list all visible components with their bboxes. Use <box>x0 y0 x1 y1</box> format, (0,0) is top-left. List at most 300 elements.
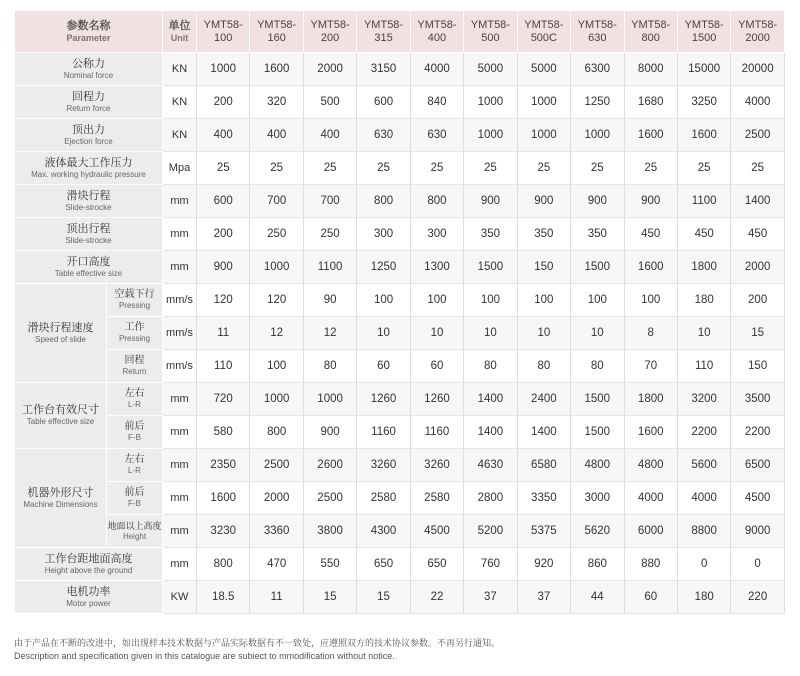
value-cell: 5200 <box>464 515 517 548</box>
value-cell: 8 <box>624 317 677 350</box>
value-cell: 100 <box>624 284 677 317</box>
value-cell: 350 <box>464 218 517 251</box>
value-cell: 11 <box>197 317 250 350</box>
table-row <box>15 383 785 416</box>
header-row <box>15 11 785 53</box>
unit-cell: mm/s <box>163 317 197 350</box>
value-cell: 25 <box>677 152 730 185</box>
model-header: YMT58- 500C <box>517 11 570 53</box>
value-cell: 10 <box>571 317 624 350</box>
parameter-name-cn: 回程力 <box>72 90 105 103</box>
value-cell: 2000 <box>303 53 356 86</box>
parameter-name-cell <box>15 284 107 383</box>
table-row <box>15 185 785 218</box>
value-cell: 900 <box>517 185 570 218</box>
unit-cell: mm <box>163 218 197 251</box>
value-cell: 400 <box>197 119 250 152</box>
parameter-header <box>15 11 163 53</box>
value-cell: 2000 <box>731 251 785 284</box>
value-cell: 1400 <box>464 416 517 449</box>
value-cell: 900 <box>303 416 356 449</box>
value-cell: 1680 <box>624 86 677 119</box>
value-cell: 550 <box>303 548 356 581</box>
unit-cell: mm <box>163 416 197 449</box>
value-cell: 90 <box>303 284 356 317</box>
sub-parameter-cn: 左右 <box>124 388 145 399</box>
sub-parameter-cn: 空载下行 <box>114 289 155 300</box>
value-cell: 450 <box>731 218 785 251</box>
value-cell: 1250 <box>357 251 410 284</box>
value-cell: 1500 <box>571 251 624 284</box>
value-cell: 1260 <box>410 383 463 416</box>
value-cell: 720 <box>197 383 250 416</box>
value-cell: 70 <box>624 350 677 383</box>
sub-parameter-cn: 前后 <box>124 487 145 498</box>
model-header: YMT58- 1500 <box>677 11 730 53</box>
value-cell: 1800 <box>624 383 677 416</box>
value-cell: 60 <box>357 350 410 383</box>
parameter-header-en: Parameter <box>66 32 111 43</box>
value-cell: 450 <box>624 218 677 251</box>
value-cell: 860 <box>571 548 624 581</box>
value-cell: 220 <box>731 581 785 614</box>
value-cell: 1000 <box>250 251 303 284</box>
value-cell: 200 <box>197 86 250 119</box>
value-cell: 180 <box>677 284 730 317</box>
sub-parameter-cell <box>107 416 163 449</box>
value-cell: 3350 <box>517 482 570 515</box>
table-row <box>15 548 785 581</box>
value-cell: 25 <box>410 152 463 185</box>
value-cell: 150 <box>517 251 570 284</box>
parameter-name-en: Slide-strocke <box>65 202 112 212</box>
value-cell: 8000 <box>624 53 677 86</box>
sub-parameter-en: Return <box>122 367 147 376</box>
value-cell: 0 <box>731 548 785 581</box>
value-cell: 3250 <box>677 86 730 119</box>
table-row <box>15 581 785 614</box>
sub-parameter-cn: 地面以上高度 <box>107 520 162 531</box>
value-cell: 580 <box>197 416 250 449</box>
unit-cell: Mpa <box>163 152 197 185</box>
value-cell: 80 <box>517 350 570 383</box>
unit-header-en: Unit <box>170 32 189 43</box>
table-row <box>15 416 785 449</box>
value-cell: 1100 <box>303 251 356 284</box>
value-cell: 3200 <box>677 383 730 416</box>
unit-cell: mm <box>163 548 197 581</box>
value-cell: 1600 <box>624 119 677 152</box>
value-cell: 120 <box>197 284 250 317</box>
unit-cell: mm <box>163 185 197 218</box>
sub-parameter-cell <box>107 350 163 383</box>
value-cell: 1000 <box>303 383 356 416</box>
value-cell: 1000 <box>250 383 303 416</box>
value-cell: 4000 <box>624 482 677 515</box>
parameter-name-cn: 公称力 <box>72 57 105 70</box>
value-cell: 22 <box>410 581 463 614</box>
value-cell: 150 <box>731 350 785 383</box>
value-cell: 1500 <box>571 383 624 416</box>
value-cell: 25 <box>197 152 250 185</box>
parameter-name-en: Max. working hydraulic pressure <box>31 169 146 179</box>
sub-parameter-en: Pressing <box>118 301 151 310</box>
value-cell: 10 <box>517 317 570 350</box>
value-cell: 10 <box>464 317 517 350</box>
value-cell: 1400 <box>731 185 785 218</box>
unit-cell: mm <box>163 515 197 548</box>
table-row <box>15 317 785 350</box>
value-cell: 760 <box>464 548 517 581</box>
value-cell: 100 <box>357 284 410 317</box>
model-header: YMT58- 200 <box>303 11 356 53</box>
model-header: YMT58- 500 <box>464 11 517 53</box>
parameter-name-cn: 顶出力 <box>72 123 105 136</box>
table-row <box>15 482 785 515</box>
value-cell: 880 <box>624 548 677 581</box>
table-row <box>15 119 785 152</box>
value-cell: 9000 <box>731 515 785 548</box>
unit-cell: KN <box>163 86 197 119</box>
value-cell: 20000 <box>731 53 785 86</box>
value-cell: 5600 <box>677 449 730 482</box>
value-cell: 25 <box>731 152 785 185</box>
value-cell: 1600 <box>250 53 303 86</box>
value-cell: 44 <box>571 581 624 614</box>
value-cell: 4300 <box>357 515 410 548</box>
unit-cell: mm <box>163 383 197 416</box>
value-cell: 5000 <box>464 53 517 86</box>
value-cell: 400 <box>303 119 356 152</box>
table-row <box>15 152 785 185</box>
value-cell: 100 <box>250 350 303 383</box>
table-row <box>15 218 785 251</box>
value-cell: 1300 <box>410 251 463 284</box>
value-cell: 2400 <box>517 383 570 416</box>
value-cell: 2580 <box>357 482 410 515</box>
parameter-name-cell <box>15 152 163 185</box>
value-cell: 18.5 <box>197 581 250 614</box>
unit-cell: KN <box>163 53 197 86</box>
sub-parameter-en: L-R <box>128 466 141 475</box>
value-cell: 700 <box>250 185 303 218</box>
value-cell: 25 <box>464 152 517 185</box>
value-cell: 37 <box>517 581 570 614</box>
parameter-name-cn: 工作台有效尺寸 <box>22 404 99 416</box>
model-header: YMT58- 160 <box>250 11 303 53</box>
value-cell: 3000 <box>571 482 624 515</box>
parameter-name-en: Return force <box>66 103 111 113</box>
table-row <box>15 350 785 383</box>
sub-parameter-en: F-B <box>128 499 141 508</box>
value-cell: 1260 <box>357 383 410 416</box>
value-cell: 60 <box>410 350 463 383</box>
value-cell: 1400 <box>517 416 570 449</box>
value-cell: 800 <box>197 548 250 581</box>
sub-parameter-cell <box>107 449 163 482</box>
value-cell: 600 <box>197 185 250 218</box>
value-cell: 2800 <box>464 482 517 515</box>
footnote-cn: 由于产品在不断的改进中，如出现样本技术数据与产品实际数据有不一致处，应遵照双方的技术协议参数。不再另行通知。 <box>14 638 501 648</box>
spec-table-body <box>15 53 785 614</box>
value-cell: 1500 <box>571 416 624 449</box>
model-header: YMT58- 400 <box>410 11 463 53</box>
value-cell: 80 <box>571 350 624 383</box>
value-cell: 4500 <box>731 482 785 515</box>
value-cell: 250 <box>303 218 356 251</box>
value-cell: 1000 <box>517 119 570 152</box>
value-cell: 4630 <box>464 449 517 482</box>
sub-parameter-en: F-B <box>128 433 141 442</box>
value-cell: 180 <box>677 581 730 614</box>
value-cell: 25 <box>571 152 624 185</box>
value-cell: 2500 <box>731 119 785 152</box>
value-cell: 5000 <box>517 53 570 86</box>
value-cell: 100 <box>571 284 624 317</box>
spec-table <box>14 10 785 614</box>
value-cell: 15000 <box>677 53 730 86</box>
value-cell: 80 <box>303 350 356 383</box>
value-cell: 3150 <box>357 53 410 86</box>
value-cell: 120 <box>250 284 303 317</box>
sub-parameter-cell <box>107 317 163 350</box>
unit-cell: mm <box>163 449 197 482</box>
value-cell: 800 <box>357 185 410 218</box>
value-cell: 100 <box>517 284 570 317</box>
model-header: YMT58- 2000 <box>731 11 785 53</box>
sub-parameter-en: L-R <box>128 400 141 409</box>
value-cell: 1000 <box>517 86 570 119</box>
table-row <box>15 251 785 284</box>
value-cell: 1000 <box>464 119 517 152</box>
model-header: YMT58- 315 <box>357 11 410 53</box>
sub-parameter-cell <box>107 284 163 317</box>
unit-cell: KW <box>163 581 197 614</box>
value-cell: 920 <box>517 548 570 581</box>
value-cell: 470 <box>250 548 303 581</box>
parameter-name-cn: 液体最大工作压力 <box>44 156 133 169</box>
value-cell: 800 <box>410 185 463 218</box>
value-cell: 500 <box>303 86 356 119</box>
sub-parameter-cell <box>107 515 163 548</box>
sub-parameter-cn: 左右 <box>124 454 145 465</box>
parameter-header-cn: 参数名称 <box>66 19 111 32</box>
table-row <box>15 284 785 317</box>
sub-parameter-en: Pressing <box>118 334 151 343</box>
sub-parameter-cn: 回程 <box>124 355 145 366</box>
value-cell: 110 <box>197 350 250 383</box>
parameter-name-cell <box>15 218 163 251</box>
value-cell: 2000 <box>250 482 303 515</box>
sub-parameter-en: Height <box>122 531 147 541</box>
value-cell: 4000 <box>410 53 463 86</box>
value-cell: 2500 <box>303 482 356 515</box>
sub-parameter-cell <box>107 482 163 515</box>
value-cell: 250 <box>250 218 303 251</box>
value-cell: 2200 <box>731 416 785 449</box>
value-cell: 12 <box>303 317 356 350</box>
sub-parameter-cell <box>107 383 163 416</box>
value-cell: 3360 <box>250 515 303 548</box>
value-cell: 900 <box>571 185 624 218</box>
value-cell: 400 <box>250 119 303 152</box>
parameter-name-en: Table effective size <box>26 417 95 426</box>
parameter-name-cell <box>15 53 163 86</box>
parameter-name-cell <box>15 548 163 581</box>
value-cell: 2600 <box>303 449 356 482</box>
value-cell: 25 <box>303 152 356 185</box>
value-cell: 1100 <box>677 185 730 218</box>
value-cell: 25 <box>250 152 303 185</box>
parameter-name-cell <box>15 86 163 119</box>
value-cell: 3260 <box>410 449 463 482</box>
parameter-name-en: Nominal force <box>63 70 114 80</box>
parameter-name-cell <box>15 449 107 548</box>
value-cell: 10 <box>410 317 463 350</box>
unit-cell: mm <box>163 251 197 284</box>
value-cell: 15 <box>303 581 356 614</box>
footnote-en: Description and specification given in this catalogue are subiect to mmodification without notice. <box>14 651 395 661</box>
value-cell: 15 <box>731 317 785 350</box>
value-cell: 15 <box>357 581 410 614</box>
value-cell: 60 <box>624 581 677 614</box>
value-cell: 450 <box>677 218 730 251</box>
value-cell: 650 <box>357 548 410 581</box>
value-cell: 2500 <box>250 449 303 482</box>
table-row <box>15 86 785 119</box>
parameter-name-en: Motor power <box>66 598 111 608</box>
value-cell: 6500 <box>731 449 785 482</box>
value-cell: 320 <box>250 86 303 119</box>
value-cell: 800 <box>250 416 303 449</box>
model-header: YMT58- 100 <box>197 11 250 53</box>
value-cell: 2350 <box>197 449 250 482</box>
parameter-name-cn: 开口高度 <box>66 255 111 268</box>
value-cell: 25 <box>357 152 410 185</box>
value-cell: 11 <box>250 581 303 614</box>
model-header: YMT58- 630 <box>571 11 624 53</box>
value-cell: 1600 <box>624 416 677 449</box>
value-cell: 1600 <box>197 482 250 515</box>
parameter-name-cn: 顶出行程 <box>66 222 111 235</box>
value-cell: 6580 <box>517 449 570 482</box>
unit-cell: KN <box>163 119 197 152</box>
value-cell: 1250 <box>571 86 624 119</box>
value-cell: 840 <box>410 86 463 119</box>
value-cell: 110 <box>677 350 730 383</box>
parameter-name-cell <box>15 119 163 152</box>
value-cell: 900 <box>464 185 517 218</box>
parameter-name-cn: 工作台距地面高度 <box>44 552 133 565</box>
value-cell: 8800 <box>677 515 730 548</box>
value-cell: 2580 <box>410 482 463 515</box>
table-row <box>15 515 785 548</box>
parameter-name-cn: 滑块行程速度 <box>27 321 94 334</box>
value-cell: 200 <box>731 284 785 317</box>
value-cell: 10 <box>677 317 730 350</box>
table-row <box>15 53 785 86</box>
table-row <box>15 449 785 482</box>
unit-header-cn: 单位 <box>168 19 191 32</box>
value-cell: 600 <box>357 86 410 119</box>
value-cell: 700 <box>303 185 356 218</box>
value-cell: 3260 <box>357 449 410 482</box>
value-cell: 1500 <box>464 251 517 284</box>
value-cell: 1600 <box>677 119 730 152</box>
value-cell: 4800 <box>571 449 624 482</box>
value-cell: 80 <box>464 350 517 383</box>
value-cell: 630 <box>357 119 410 152</box>
value-cell: 650 <box>410 548 463 581</box>
parameter-name-en: Ejection force <box>64 136 113 146</box>
value-cell: 100 <box>410 284 463 317</box>
parameter-name-cell <box>15 581 163 614</box>
sub-parameter-cn: 前后 <box>124 421 145 432</box>
value-cell: 1000 <box>464 86 517 119</box>
value-cell: 5375 <box>517 515 570 548</box>
parameter-name-en: Speed of slide <box>35 334 86 344</box>
value-cell: 630 <box>410 119 463 152</box>
parameter-name-en: Machine Dimensions <box>23 499 98 509</box>
value-cell: 6300 <box>571 53 624 86</box>
value-cell: 1160 <box>410 416 463 449</box>
unit-header <box>163 11 197 53</box>
parameter-name-cn: 电机功率 <box>66 585 111 598</box>
value-cell: 25 <box>624 152 677 185</box>
value-cell: 1400 <box>464 383 517 416</box>
value-cell: 4800 <box>624 449 677 482</box>
value-cell: 37 <box>464 581 517 614</box>
value-cell: 3230 <box>197 515 250 548</box>
value-cell: 1160 <box>357 416 410 449</box>
unit-cell: mm/s <box>163 350 197 383</box>
value-cell: 900 <box>624 185 677 218</box>
value-cell: 4000 <box>731 86 785 119</box>
parameter-name-cn: 机器外形尺寸 <box>27 486 94 499</box>
value-cell: 3500 <box>731 383 785 416</box>
value-cell: 2200 <box>677 416 730 449</box>
value-cell: 3800 <box>303 515 356 548</box>
parameter-name-en: Height above the ground <box>44 565 133 575</box>
model-header: YMT58- 800 <box>624 11 677 53</box>
parameter-name-en: Slide-strocke <box>65 235 112 245</box>
value-cell: 1000 <box>197 53 250 86</box>
parameter-name-cn: 滑块行程 <box>66 189 111 202</box>
parameter-name-en: Table effective size <box>54 268 123 278</box>
value-cell: 6000 <box>624 515 677 548</box>
value-cell: 350 <box>571 218 624 251</box>
value-cell: 300 <box>357 218 410 251</box>
value-cell: 100 <box>464 284 517 317</box>
value-cell: 4500 <box>410 515 463 548</box>
parameter-name-cell <box>15 383 107 449</box>
sub-parameter-cn: 工作 <box>124 322 145 333</box>
value-cell: 1000 <box>571 119 624 152</box>
value-cell: 0 <box>677 548 730 581</box>
value-cell: 5620 <box>571 515 624 548</box>
value-cell: 300 <box>410 218 463 251</box>
value-cell: 200 <box>197 218 250 251</box>
value-cell: 4000 <box>677 482 730 515</box>
value-cell: 12 <box>250 317 303 350</box>
unit-cell: mm/s <box>163 284 197 317</box>
parameter-name-cell <box>15 251 163 284</box>
value-cell: 350 <box>517 218 570 251</box>
value-cell: 10 <box>357 317 410 350</box>
value-cell: 1600 <box>624 251 677 284</box>
value-cell: 1800 <box>677 251 730 284</box>
parameter-name-cell <box>15 185 163 218</box>
